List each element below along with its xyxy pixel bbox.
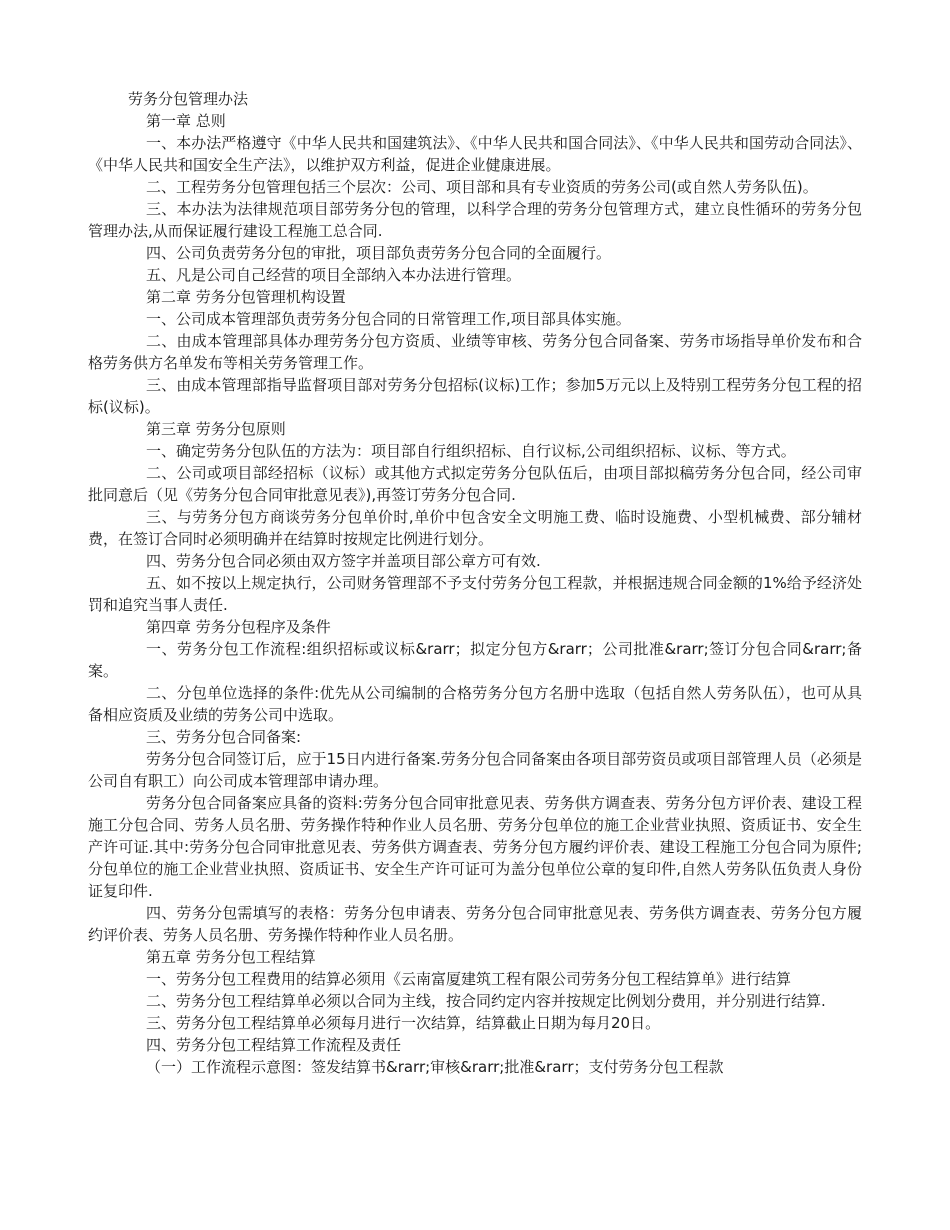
- paragraph: 三、由成本管理部指导监督项目部对劳务分包招标(议标)工作；参加5万元以上及特别工程劳务分包工程的招标(议标)。: [88, 376, 862, 416]
- paragraph: 一、劳务分包工作流程:组织招标或议标&rarr；拟定分包方&rarr；公司批准&rarr;签订分包合同&rarr;备案。: [88, 640, 862, 680]
- chapter-heading: 第三章 劳务分包原则: [146, 420, 286, 438]
- paragraph: 一、劳务分包工程费用的结算必须用《云南富厦建筑工程有限公司劳务分包工程结算单》进行结算: [146, 970, 792, 988]
- chapter-heading: 第五章 劳务分包工程结算: [146, 948, 316, 966]
- paragraph: 五、如不按以上规定执行，公司财务管理部不予支付劳务分包工程款，并根据违规合同金额的1%给予经济处罚和追究当事人责任.: [88, 574, 862, 614]
- paragraph: 二、分包单位选择的条件:优先从公司编制的合格劳务分包方名册中选取（包括自然人劳务队伍），也可从具备相应资质及业绩的劳务公司中选取。: [88, 684, 862, 724]
- paragraph: 三、本办法为法律规范项目部劳务分包的管理，以科学合理的劳务分包管理方式，建立良性循环的劳务分包管理办法,从而保证履行建设工程施工总合同.: [88, 200, 862, 240]
- workflow-line: （一）工作流程示意图：签发结算书&rarr;审核&rarr;批准&rarr；支付劳务分包工程款: [146, 1058, 724, 1076]
- chapter-heading: 第四章 劳务分包程序及条件: [146, 618, 331, 636]
- document-body: [88, 110, 862, 1078]
- paragraph: 四、劳务分包工程结算工作流程及责任: [146, 1036, 402, 1054]
- paragraph: 五、凡是公司自己经营的项目全部纳入本办法进行管理。: [146, 266, 522, 284]
- paragraph: 四、劳务分包需填写的表格：劳务分包申请表、劳务分包合同审批意见表、劳务供方调查表、劳务分包方履约评价表、劳务人员名册、劳务操作特种作业人员名册。: [88, 904, 862, 944]
- chapter-heading: 第一章 总则: [146, 112, 226, 130]
- paragraph: 三、劳务分包合同备案:: [146, 728, 302, 746]
- paragraph: 三、劳务分包工程结算单必须每月进行一次结算，结算截止日期为每月20日。: [146, 1014, 661, 1032]
- paragraph: 二、工程劳务分包管理包括三个层次：公司、项目部和具有专业资质的劳务公司(或自然人劳务队伍)。: [146, 178, 818, 196]
- paragraph: 四、公司负责劳务分包的审批，项目部负责劳务分包合同的全面履行。: [146, 244, 612, 262]
- paragraph: 二、劳务分包工程结算单必须以合同为主线，按合同约定内容并按规定比例划分费用，并分别进行结算.: [146, 992, 826, 1010]
- paragraph: 劳务分包合同签订后，应于15日内进行备案.劳务分包合同备案由各项目部劳资员或项目部管理人员（必须是公司自有职工）向公司成本管理部申请办理。: [88, 750, 862, 790]
- paragraph: 一、本办法严格遵守《中华人民共和国建筑法》、《中华人民共和国合同法》、《中华人民共和国劳动合同法》、《中华人民共和国安全生产法》，以维护双方利益，促进企业健康进展。: [88, 134, 862, 174]
- paragraph: 三、与劳务分包方商谈劳务分包单价时,单价中包含安全文明施工费、临时设施费、小型机械费、部分辅材费，在签订合同时必须明确并在结算时按规定比例进行划分。: [88, 508, 862, 548]
- paragraph: 劳务分包合同备案应具备的资料:劳务分包合同审批意见表、劳务供方调查表、劳务分包方评价表、建设工程施工分包合同、劳务人员名册、劳务操作特种作业人员名册、劳务分包单位的施工企业营业执照、资质证书、安全生产许可证.其中:劳务分包合同审批意见表、劳务供方调查表、劳务分包方履约评价表、建设工程施工分包合同为原件;分包单位的施工企业营业执照、资质证书、安全生产许可证可为盖分包单位公章的复印件,自然人劳务队伍负责人身份证复印件.: [88, 794, 862, 900]
- document-title: 劳务分包管理办法: [128, 90, 249, 108]
- paragraph: 二、公司或项目部经招标（议标）或其他方式拟定劳务分包队伍后，由项目部拟稿劳务分包合同，经公司审批同意后（见《劳务分包合同审批意见表》),再签订劳务分包合同.: [88, 464, 862, 504]
- paragraph: 一、确定劳务分包队伍的方法为：项目部自行组织招标、自行议标,公司组织招标、议标、等方式。: [146, 442, 796, 460]
- paragraph: 二、由成本管理部具体办理劳务分包方资质、业绩等审核、劳务分包合同备案、劳务市场指导单价发布和合格劳务供方名单发布等相关劳务管理工作。: [88, 332, 862, 372]
- chapter-heading: 第二章 劳务分包管理机构设置: [146, 288, 346, 306]
- paragraph: 四、劳务分包合同必须由双方签字并盖项目部公章方可有效.: [146, 552, 541, 570]
- paragraph: 一、公司成本管理部负责劳务分包合同的日常管理工作,项目部具体实施。: [146, 310, 631, 328]
